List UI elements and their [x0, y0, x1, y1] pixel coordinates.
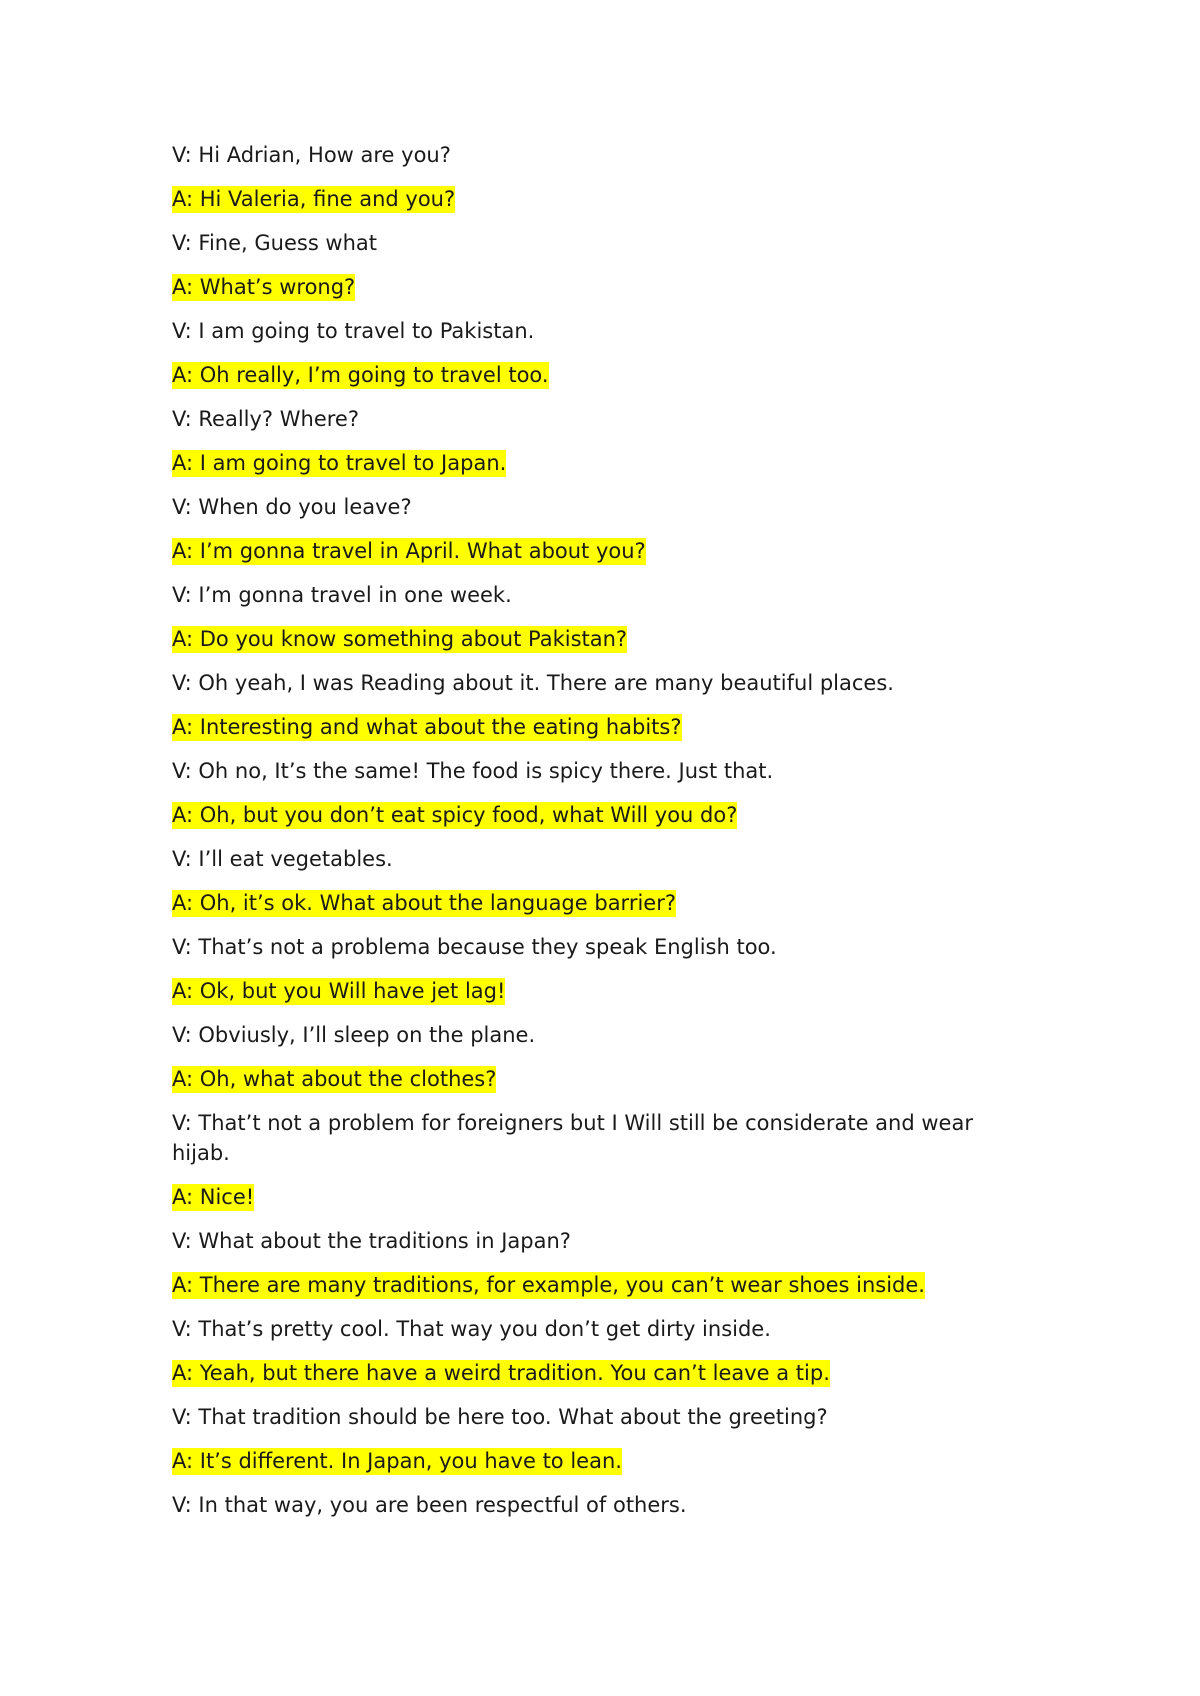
dialogue-line-a [172, 448, 1032, 478]
dialogue-line-v [172, 1490, 1032, 1520]
highlighted-line-text: A: There are many traditions, for example, you can’t wear shoes inside. [172, 1273, 925, 1297]
dialogue-line-v [172, 228, 1032, 258]
dialogue-line-a [172, 536, 1032, 566]
dialogue-line-v [172, 404, 1032, 434]
line-text: V: Oh yeah, I was Reading about it. There are many beautiful places. [172, 671, 894, 695]
dialogue-line-a [172, 1270, 1032, 1300]
dialogue-line-a [172, 624, 1032, 654]
line-text: V: Obviusly, I’ll sleep on the plane. [172, 1023, 536, 1047]
dialogue-line-v [172, 668, 1032, 698]
highlighted-line-text: A: Oh, it’s ok. What about the language barrier? [172, 891, 676, 915]
dialogue-line-v [172, 756, 1032, 786]
line-text: V: I’m gonna travel in one week. [172, 583, 512, 607]
line-text: V: That tradition should be here too. What about the greeting? [172, 1405, 828, 1429]
dialogue-line-v [172, 1020, 1032, 1050]
highlighted-line-text: A: Do you know something about Pakistan? [172, 627, 628, 651]
highlighted-line-text: A: I’m gonna travel in April. What about you? [172, 539, 646, 563]
dialogue-line-a [172, 1182, 1032, 1212]
line-text: V: Really? Where? [172, 407, 359, 431]
dialogue-line-a [172, 976, 1032, 1006]
dialogue-line-a [172, 712, 1032, 742]
dialogue-line-a [172, 272, 1032, 302]
dialogue-line-a [172, 1358, 1032, 1388]
highlighted-line-text: A: Ok, but you Will have jet lag! [172, 979, 506, 1003]
highlighted-line-text: A: What’s wrong? [172, 275, 356, 299]
line-text: V: When do you leave? [172, 495, 412, 519]
dialogue-line-v [172, 1226, 1032, 1256]
line-text: V: Hi Adrian, How are you? [172, 143, 451, 167]
dialogue-line-v [172, 1314, 1032, 1344]
line-text: V: I’ll eat vegetables. [172, 847, 393, 871]
dialogue-line-a [172, 1064, 1032, 1094]
highlighted-line-text: A: Hi Valeria, fine and you? [172, 187, 456, 211]
dialogue-line-v [172, 316, 1032, 346]
line-text: V: Oh no, It’s the same! The food is spicy there. Just that. [172, 759, 774, 783]
line-text: V: That’s not a problema because they speak English too. [172, 935, 777, 959]
line-text: V: That’t not a problem for foreigners but I Will still be considerate and wear hijab. [172, 1111, 973, 1165]
line-text: V: That’s pretty cool. That way you don’t get dirty inside. [172, 1317, 771, 1341]
dialogue-line-v [172, 1402, 1032, 1432]
highlighted-line-text: A: Oh really, I’m going to travel too. [172, 363, 549, 387]
dialogue-line-v [172, 140, 1032, 170]
highlighted-line-text: A: Yeah, but there have a weird tradition. You can’t leave a tip. [172, 1361, 830, 1385]
dialogue [172, 140, 1032, 1534]
line-text: V: What about the traditions in Japan? [172, 1229, 571, 1253]
dialogue-line-a [172, 184, 1032, 214]
dialogue-line-a [172, 360, 1032, 390]
highlighted-line-text: A: Oh, but you don’t eat spicy food, what Will you do? [172, 803, 738, 827]
dialogue-line-v [172, 492, 1032, 522]
dialogue-line-v [172, 580, 1032, 610]
dialogue-line-a [172, 1446, 1032, 1476]
dialogue-line-v [172, 932, 1032, 962]
highlighted-line-text: A: Oh, what about the clothes? [172, 1067, 497, 1091]
line-text: V: I am going to travel to Pakistan. [172, 319, 535, 343]
dialogue-line-a [172, 800, 1032, 830]
dialogue-line-v [172, 1108, 1032, 1168]
dialogue-line-a [172, 888, 1032, 918]
highlighted-line-text: A: I am going to travel to Japan. [172, 451, 507, 475]
line-text: V: Fine, Guess what [172, 231, 378, 255]
dialogue-line-v [172, 844, 1032, 874]
highlighted-line-text: A: Nice! [172, 1185, 255, 1209]
line-text: V: In that way, you are been respectful of others. [172, 1493, 687, 1517]
highlighted-line-text: A: Interesting and what about the eating habits? [172, 715, 682, 739]
highlighted-line-text: A: It’s different. In Japan, you have to lean. [172, 1449, 622, 1473]
